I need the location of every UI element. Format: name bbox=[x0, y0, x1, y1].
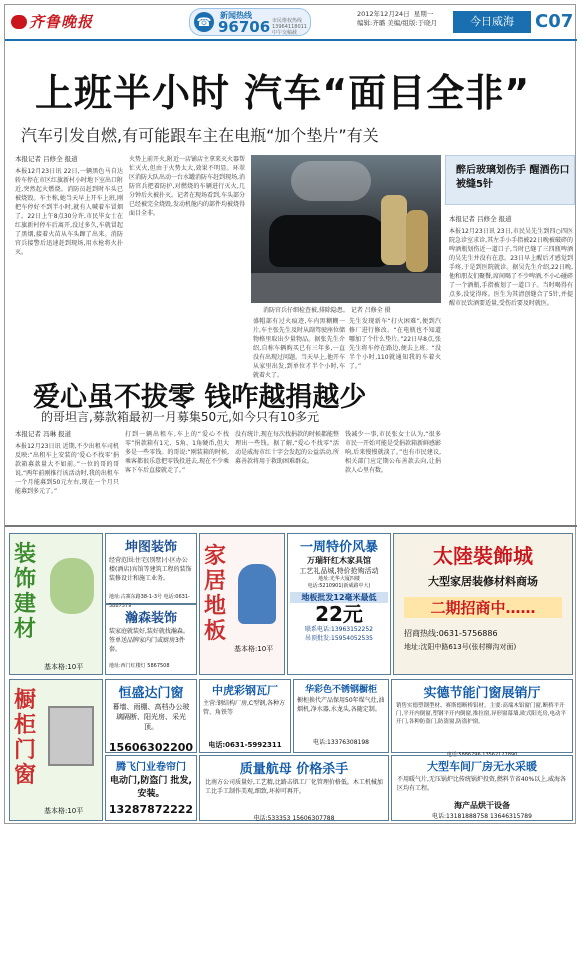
worker-cartoon-icon bbox=[238, 564, 276, 624]
zhonghong-tel: 电话:0631-5992311 bbox=[208, 741, 282, 749]
zhiliang-text: 比南方公司质量好,工艺精,比路击肌工厂化管理价格低。木工机械加工比手工制作美观,细致,坏掉可再开。 bbox=[205, 779, 383, 795]
ad-workshop-heating bbox=[391, 755, 573, 821]
ad-shide bbox=[391, 679, 573, 758]
shide-text: 销售实德塑钢型材、赛斯德断桥铝材。主要:高端木铝窗门窗,断桥平开门,平开内倒窗,塑钢平开内倒窗,推拉窗,异形窗幕墙,欧式阳光房,电动平开门,各种防盗门,防盗窗,防盗护窗。 bbox=[396, 703, 566, 725]
section-badge: 今日威海 bbox=[453, 11, 531, 33]
masthead bbox=[5, 5, 577, 41]
shide-name: 实德节能门窗展销厅 bbox=[423, 686, 541, 701]
taijiu-hotline: 招商热线:0631-5756886 bbox=[404, 629, 498, 638]
firefighter-shape bbox=[406, 210, 428, 272]
side-headline: 醉后玻璃划伤手 醒酒伤口被缝5针 bbox=[445, 155, 575, 205]
zhiliang-name: 质量航母 价格杀手 bbox=[239, 762, 349, 777]
zhonghong-name: 中虎彩钢瓦厂 bbox=[212, 684, 278, 697]
decor-base-size: 基本格:10平 bbox=[44, 663, 84, 671]
ad-taijiu-mall bbox=[393, 533, 573, 675]
second-column-3 bbox=[235, 430, 339, 520]
workshop-name: 大型车间厂房无水采暖 bbox=[427, 760, 537, 773]
lead-text-3: 盛帽部有过火痕迹,车内黑糊糊一片,车主张先生及时从副驾驶座位储物格里取出少量物品。据张先生介绍,自称车辆购买已有三年多,一直没有出现过问题。当天早上,他开车从家里出发,到单位才半个小时,车就着火了。 bbox=[253, 318, 345, 379]
second-text-1: 本报12月23日讯 近期,不少出租车司机反映:“出租车上安装的‘爱心不找零’捐款箱募款量大不如前。”一位的哥的哥说,“两年前刚推行该活动时,我的出租车一个月能募到50元左右,现在一个月只能募到多元了。” bbox=[15, 443, 119, 495]
issue-meta bbox=[357, 10, 453, 28]
hansen-address: 地址:西门红楼灯 5867508 bbox=[109, 663, 170, 669]
ad-category-floor bbox=[199, 533, 285, 675]
hansen-name: 瀚森装饰 bbox=[124, 611, 177, 626]
zhonghong-text: 主营:钢结构厂房,C型钢,各种方管、角铁等 bbox=[203, 700, 286, 716]
ad-kuntu bbox=[105, 533, 197, 609]
window-icon bbox=[48, 706, 94, 766]
side-story bbox=[445, 155, 575, 470]
huawei-tel: 电话:13376308198 bbox=[312, 739, 369, 746]
ad-category-cabinet bbox=[9, 679, 103, 821]
promo-shop: 万瑞轩红木家具馆 bbox=[307, 556, 371, 565]
ad-zhiliang bbox=[199, 755, 389, 821]
fire-photo bbox=[251, 155, 441, 303]
second-text-4: 钱减少一事,市民张女士认为,“很多市民一开始可能是受捐款箱新鲜感影响,后来慢慢就淡了。”也有市民建议,相关部门应定期公布善款去向,让捐款人心里有数。 bbox=[345, 431, 442, 474]
taijiu-banner: 二期招商中…… bbox=[404, 597, 562, 618]
promo-tel: 电话:5210901(新威路中大) bbox=[307, 583, 371, 589]
tengfei-name: 腾飞门业卷帘门 bbox=[116, 762, 186, 773]
workshop-tel: 电话:13181888758 13646315789 bbox=[432, 813, 532, 820]
shide-tel: 电话:5886796 13562127890 bbox=[446, 752, 518, 758]
hengsheng-name: 恒盛达门窗 bbox=[118, 686, 184, 701]
lead-column-4 bbox=[349, 317, 441, 371]
side-column bbox=[449, 215, 573, 465]
tengfei-text: 电动门,防盗门 批发,安装。 bbox=[110, 776, 192, 799]
side-byline: 本报记者 吕修全 报道 bbox=[449, 215, 512, 223]
worker-cartoon-icon bbox=[50, 558, 94, 614]
second-column-1 bbox=[15, 430, 119, 520]
lead-headline: 上班半小时 汽车“面目全非” bbox=[35, 71, 531, 115]
promo-contact-2: 吊顶批发:15954052535 bbox=[304, 635, 373, 642]
workshop-text: 不用暖气片,无压锅炉比传统锅炉投资,燃料节省40%以上,威海各区均有工程。 bbox=[397, 776, 567, 792]
floor-base-size: 基本格:10平 bbox=[234, 645, 274, 653]
ad-category-decor bbox=[9, 533, 103, 675]
issue-weekday: 星期一 bbox=[413, 10, 434, 18]
lead-text-1: 本报12月23日讯 22日,一辆黑色马自达轿车停在市区红旗新村小时地下室出口附近,突然起火燃烧。消防员赶到时车头已被烧毁。车主称,她当天早上开车上班,刚把车停好不到半小时,就有人喊着车冒烟了。22日上午8点30分许,市民毕女士在红旗新村停车后离开,没过多久,车就冒起了黑烟,接着火苗从车头蹿了出来。消防官兵接警后迅速赶到现场,用水枪将火扑灭。 bbox=[15, 168, 124, 256]
decor-category-title: 装饰建材 bbox=[14, 542, 37, 642]
second-subhead: 的哥坦言,募款箱最初一月募集50元,如今只有10多元 bbox=[41, 410, 320, 424]
lead-text-4: 先生发现新车“打火困难”,便到汽修厂进行修改。“在电瓶也不知道哪加了个什么垫片。”22日早8点,张先生将车停在路边,便去上班。“没半个小时,110就通知我的车着火了。” bbox=[349, 318, 441, 370]
logo-icon bbox=[11, 15, 27, 29]
phone-icon: ☎ bbox=[194, 12, 214, 32]
ground-shape bbox=[251, 273, 441, 303]
side-text: 本报12月23日讯 23日,市民吴先生到四○四医院急诊室求诊,其左手小手指被22日晚被破碎的啤酒瓶划伤近一道口子,当时已缝了三四瓶啤酒的吴先生并没有在意。23日早上醒后才感觉到手疼,于是到医院就诊。据吴先生介绍,22日晚,他和朋友们聚餐,席间喝了不少啤酒,不小心碰碎了一个酒瓶,手指被划了一道口子。当时喝得有点多,没觉得疼。医生为其清创缝合了5针,并提醒市民饮酒要适量,受伤后要及时就医。 bbox=[449, 228, 573, 307]
promo-address: 地址:光华大厦四楼 bbox=[318, 576, 360, 582]
zhiliang-tel: 电话:533353 15606307788 bbox=[253, 815, 335, 822]
cabinet-category-title: 橱柜门窗 bbox=[14, 688, 37, 788]
hotline-note: 市民维权热线 13964118011 中午交稿截 bbox=[272, 18, 307, 36]
taijiu-address: 地址:沈阳中路613号(张村柳沟对面) bbox=[404, 643, 517, 651]
ad-promo bbox=[287, 533, 391, 675]
ad-huawei bbox=[293, 679, 389, 753]
huawei-text: 橱柜换代产品保用50年煤气灶,油烟机,净水器,水龙头,各随定制。 bbox=[297, 697, 385, 713]
floor-category-title: 家居地板 bbox=[204, 544, 227, 644]
hengsheng-text: 幕墙、雨棚、高档办公玻璃隔断、阳光房、采光顶。 bbox=[112, 703, 190, 731]
kuntu-text: 经营范围:住宅(别墅)小区办公楼(酒店)宾馆等建筑工程的装饰装修设计和施工业务。 bbox=[109, 557, 192, 582]
ad-tengfei bbox=[105, 755, 197, 821]
lead-column-2 bbox=[129, 155, 245, 370]
promo-title: 一周特价风暴 bbox=[299, 540, 378, 555]
taijiu-sub: 大型家居装修材料商场 bbox=[428, 575, 538, 588]
news-hotline-badge bbox=[189, 8, 311, 36]
promo-contact-1: 联系电话:13963152252 bbox=[304, 626, 373, 633]
ads-divider bbox=[5, 525, 577, 527]
kuntu-address: 地址:古寨东路38-1-3号 电话:0631-5887579 bbox=[109, 594, 190, 609]
issue-date: 2012年12月24日 bbox=[357, 10, 410, 18]
promo-items: 工艺礼品城,特价抢购活动 bbox=[299, 567, 379, 575]
page-number: C07 bbox=[535, 11, 574, 32]
hotline-number: 96706 bbox=[218, 18, 271, 36]
huawei-name: 华彩色不锈钢橱柜 bbox=[304, 685, 377, 695]
lead-column-1 bbox=[15, 155, 123, 370]
lead-column-3 bbox=[253, 317, 345, 379]
second-column-4 bbox=[345, 430, 441, 520]
second-text-2: 打到一辆出租车,车上的“爱心不找零”捐款箱有1元、5角、1角硬币,但大多是一些零钱。的哥说:“刚装箱的时候,乘客都很乐意把零钱投进去,现在不少乘客下车后直接就走了。” bbox=[125, 431, 229, 474]
hotline-label: 新闻热线 bbox=[220, 11, 252, 20]
burned-car-shape bbox=[269, 215, 389, 267]
promo-price: 22元 bbox=[315, 602, 363, 626]
kuntu-name: 坤图装饰 bbox=[124, 540, 177, 555]
second-byline: 本报记者 冯琳 报道 bbox=[15, 430, 72, 438]
photo-caption: 消防官兵仔细检查被,排除隐患。 记者 吕修全 摄 bbox=[263, 307, 391, 314]
taijiu-name: 太陸裝飾城 bbox=[433, 544, 533, 568]
issue-editors: 编辑:齐璐 美编/组版:于晓月 bbox=[357, 19, 438, 27]
tengfei-tel: 13287872222 bbox=[108, 803, 194, 816]
ad-hansen bbox=[105, 604, 197, 675]
second-headline: 爱心虽不拔零 钱咋越捐越少 bbox=[33, 382, 367, 413]
newspaper-logo: 齐鲁晚报 bbox=[11, 11, 93, 32]
lead-subhead: 汽车引发自燃,有可能跟车主在电瓶“加个垫片”有关 bbox=[21, 126, 379, 145]
lead-text-2: 火势上前开火,附近一店铺店主拿来灭火器帮忙灭火,但由于火势太大,效果不明显。环翠区消防大队出动一台水罐消防车赶到现场,消防官兵把着防护,对燃烧的车辆进行灭火,几分钟后火被扑灭。记者在现场看到,车头部分已经被完全烧毁,发动机舱内的部件均被烧得面目全非。 bbox=[129, 156, 245, 217]
second-column-2 bbox=[125, 430, 229, 520]
ad-zhonghong bbox=[199, 679, 291, 753]
ad-hengsheng bbox=[105, 679, 197, 753]
lead-byline: 本报记者 吕修全 报道 bbox=[15, 155, 78, 163]
second-text-3: 没有统计,现在每次找捐款的时候都能整理出一些钱。据了解,“爱心不找零”活动是威海市红十字会发起的公益活动,所募善款将用于救助困难群众。 bbox=[235, 431, 339, 465]
firefighter-shape bbox=[381, 195, 407, 265]
newspaper-page bbox=[4, 4, 576, 824]
hansen-text: 装家庭就装好,装好就找瀚森。签单送品牌家内门或厨房3件套。 bbox=[109, 628, 189, 653]
workshop-brand: 海产品烘干设备 bbox=[454, 801, 510, 810]
promo-wholesale: 地板批发12毫米最低 bbox=[290, 592, 388, 603]
cabinet-base-size: 基本格:10平 bbox=[44, 807, 84, 815]
hengsheng-tel: 15606302200 bbox=[108, 741, 194, 754]
smoke-shape bbox=[291, 161, 371, 201]
